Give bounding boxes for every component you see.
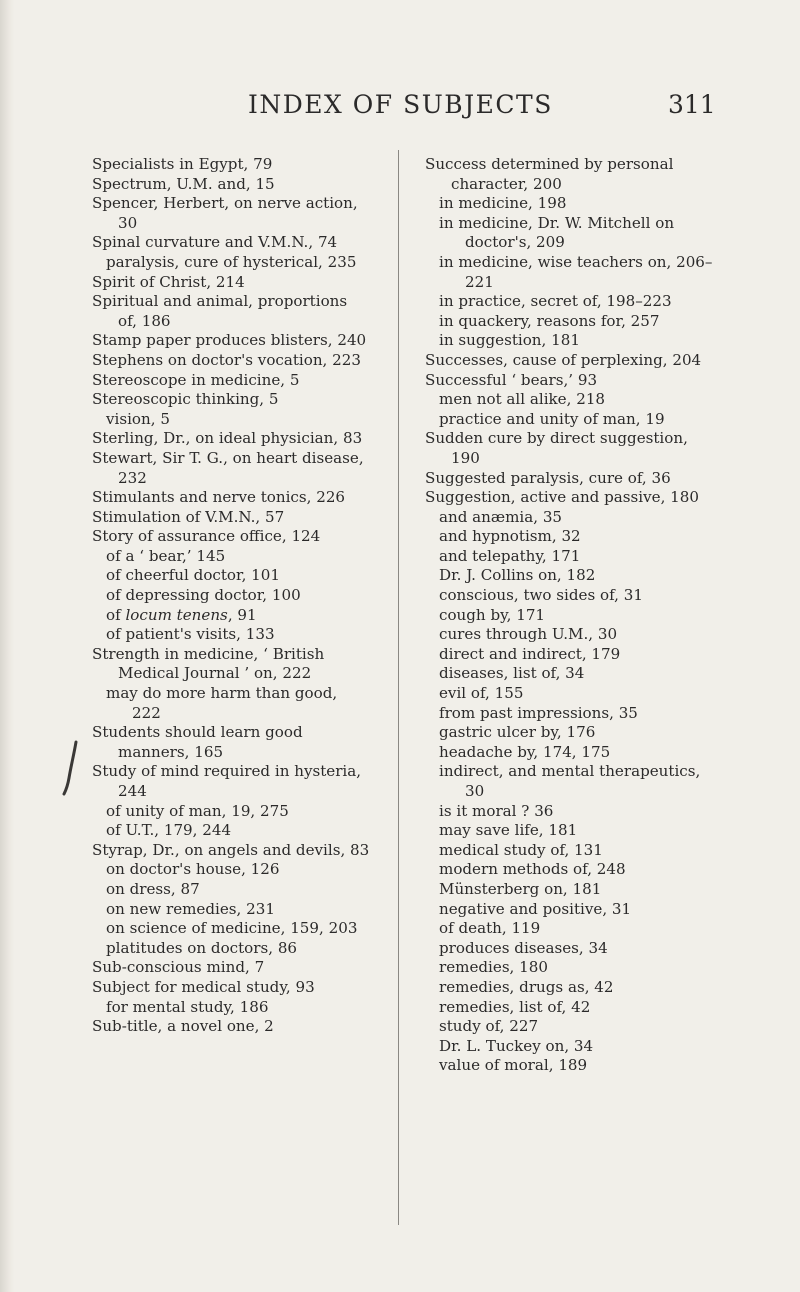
index-subentry: produces diseases, 34 xyxy=(439,938,608,957)
index-subentry: in medicine, Dr. W. Mitchell on doctor's, 209 xyxy=(439,213,675,252)
index-entry: Spencer, Herbert, on nerve action, 30 xyxy=(92,194,358,232)
index-subentry: on science of medicine, 159, 203 xyxy=(106,919,358,938)
index-subentry: in quackery, reasons for, 257 xyxy=(439,311,660,330)
index-subentry: paralysis, cure of hysterical, 235 xyxy=(106,252,357,271)
index-entry: Stereoscope in medicine, 5 xyxy=(92,370,300,389)
pencil-tick-mark-icon xyxy=(62,740,80,796)
italic-phrase: locum tenens xyxy=(125,605,228,624)
index-subentry: in medicine, wise teachers on, 206–221 xyxy=(439,252,713,291)
page-number: 311 xyxy=(668,90,716,119)
column-divider xyxy=(398,150,399,1225)
index-subentry: men not all alike, 218 xyxy=(439,390,606,409)
index-subentry: practice and unity of man, 19 xyxy=(439,409,665,428)
index-subentry: for mental study, 186 xyxy=(106,997,269,1016)
index-subentry: may do more harm than good, 222 xyxy=(106,684,338,722)
index-entry: Spirit of Christ, 214 xyxy=(92,272,245,291)
index-subentry: Münsterberg on, 181 xyxy=(439,879,602,898)
index-entry: Success determined by personal character, 200 xyxy=(425,155,674,193)
index-subentry: may save life, 181 xyxy=(439,821,578,840)
index-subentry: platitudes on doctors, 86 xyxy=(106,938,298,957)
index-subentry: headache by, 174, 175 xyxy=(439,742,611,761)
index-subentry: study of, 227 xyxy=(439,1017,539,1036)
index-entry: Study of mind required in hysteria, 244 xyxy=(92,762,362,800)
index-subentry: of depressing doctor, 100 xyxy=(106,586,301,605)
index-subentry: in suggestion, 181 xyxy=(439,331,580,350)
index-subentry: remedies, 180 xyxy=(439,958,548,977)
index-subentry: direct and indirect, 179 xyxy=(439,644,621,663)
index-entry: Sterling, Dr., on ideal physician, 83 xyxy=(92,429,363,448)
index-entry: Suggested paralysis, cure of, 36 xyxy=(425,468,671,487)
index-entry: Suggestion, active and passive, 180 xyxy=(425,488,699,507)
index-subentry: on doctor's house, 126 xyxy=(106,860,280,879)
index-entry: Story of assurance office, 124 xyxy=(92,527,321,546)
index-entry: Sudden cure by direct suggestion, 190 xyxy=(425,429,688,467)
index-subentry: value of moral, 189 xyxy=(439,1056,588,1075)
index-subentry: diseases, list of, 34 xyxy=(439,664,585,683)
index-subentry: conscious, two sides of, 31 xyxy=(439,586,643,605)
index-entry: Sub-title, a novel one, 2 xyxy=(92,1017,274,1036)
index-subentry: indirect, and mental therapeutics, 30 xyxy=(439,762,701,800)
index-entry: Students should learn good manners, 165 xyxy=(92,723,303,761)
index-entry: Stereoscopic thinking, 5 xyxy=(92,390,279,409)
index-subentry: remedies, list of, 42 xyxy=(439,997,591,1016)
index-subentry: of patient's visits, 133 xyxy=(106,625,275,644)
index-subentry: in practice, secret of, 198–223 xyxy=(439,292,672,311)
index-subentry: of a ‘ bear,’ 145 xyxy=(106,546,226,565)
index-subentry: is it moral ? 36 xyxy=(439,801,554,820)
index-entry: Stimulation of V.M.N., 57 xyxy=(92,507,285,526)
index-entry: Sub-conscious mind, 7 xyxy=(92,958,265,977)
index-subentry: Dr. J. Collins on, 182 xyxy=(439,566,596,585)
index-entry: Spinal curvature and V.M.N., 74 xyxy=(92,233,338,252)
index-subentry: of unity of man, 19, 275 xyxy=(106,801,289,820)
index-subentry: gastric ulcer by, 176 xyxy=(439,723,596,742)
index-entry: Stimulants and nerve tonics, 226 xyxy=(92,488,346,507)
index-subentry: and hypnotism, 32 xyxy=(439,527,581,546)
index-subentry: cough by, 171 xyxy=(439,605,546,624)
index-subentry: cures through U.M., 30 xyxy=(439,625,618,644)
index-subentry: of cheerful doctor, 101 xyxy=(106,566,280,585)
index-entry: Spiritual and animal, proportions of, 186 xyxy=(92,292,348,330)
page-edge-shadow xyxy=(0,0,14,1292)
index-subentry: of locum tenens, 91 xyxy=(106,605,257,624)
index-entry: Stamp paper produces blisters, 240 xyxy=(92,331,367,350)
index-column-right xyxy=(425,155,715,1076)
page-header xyxy=(0,90,800,130)
index-entry: Subject for medical study, 93 xyxy=(92,977,315,996)
index-subentry: medical study of, 131 xyxy=(439,840,603,859)
index-entry: Styrap, Dr., on angels and devils, 83 xyxy=(92,840,370,859)
index-subentry: and telepathy, 171 xyxy=(439,546,581,565)
index-subentry: Dr. L. Tuckey on, 34 xyxy=(439,1036,594,1055)
index-subentry: negative and positive, 31 xyxy=(439,899,632,918)
index-subentry: in medicine, 198 xyxy=(439,194,567,213)
index-entry: Successful ‘ bears,’ 93 xyxy=(425,370,598,389)
index-subentry: on dress, 87 xyxy=(106,879,200,898)
index-entry: Successes, cause of perplexing, 204 xyxy=(425,350,702,369)
page-title: INDEX OF SUBJECTS xyxy=(248,90,553,119)
index-column-left xyxy=(92,155,370,1037)
index-entry: Spectrum, U.M. and, 15 xyxy=(92,174,275,193)
index-subentry: and anæmia, 35 xyxy=(439,507,563,526)
index-entry: Strength in medicine, ‘ British Medical Journal ’ on, 222 xyxy=(92,644,325,683)
index-entry: Stephens on doctor's vocation, 223 xyxy=(92,350,361,369)
index-subentry: evil of, 155 xyxy=(439,684,524,703)
index-entry: Specialists in Egypt, 79 xyxy=(92,155,273,173)
index-subentry: modern methods of, 248 xyxy=(439,860,626,879)
index-subentry: remedies, drugs as, 42 xyxy=(439,977,614,996)
index-entry: Stewart, Sir T. G., on heart disease, 232 xyxy=(92,448,364,487)
index-subentry: from past impressions, 35 xyxy=(439,703,638,722)
index-subentry: vision, 5 xyxy=(106,409,170,428)
index-subentry: of U.T., 179, 244 xyxy=(106,821,232,840)
index-subentry: on new remedies, 231 xyxy=(106,899,275,918)
index-subentry: of death, 119 xyxy=(439,919,541,938)
